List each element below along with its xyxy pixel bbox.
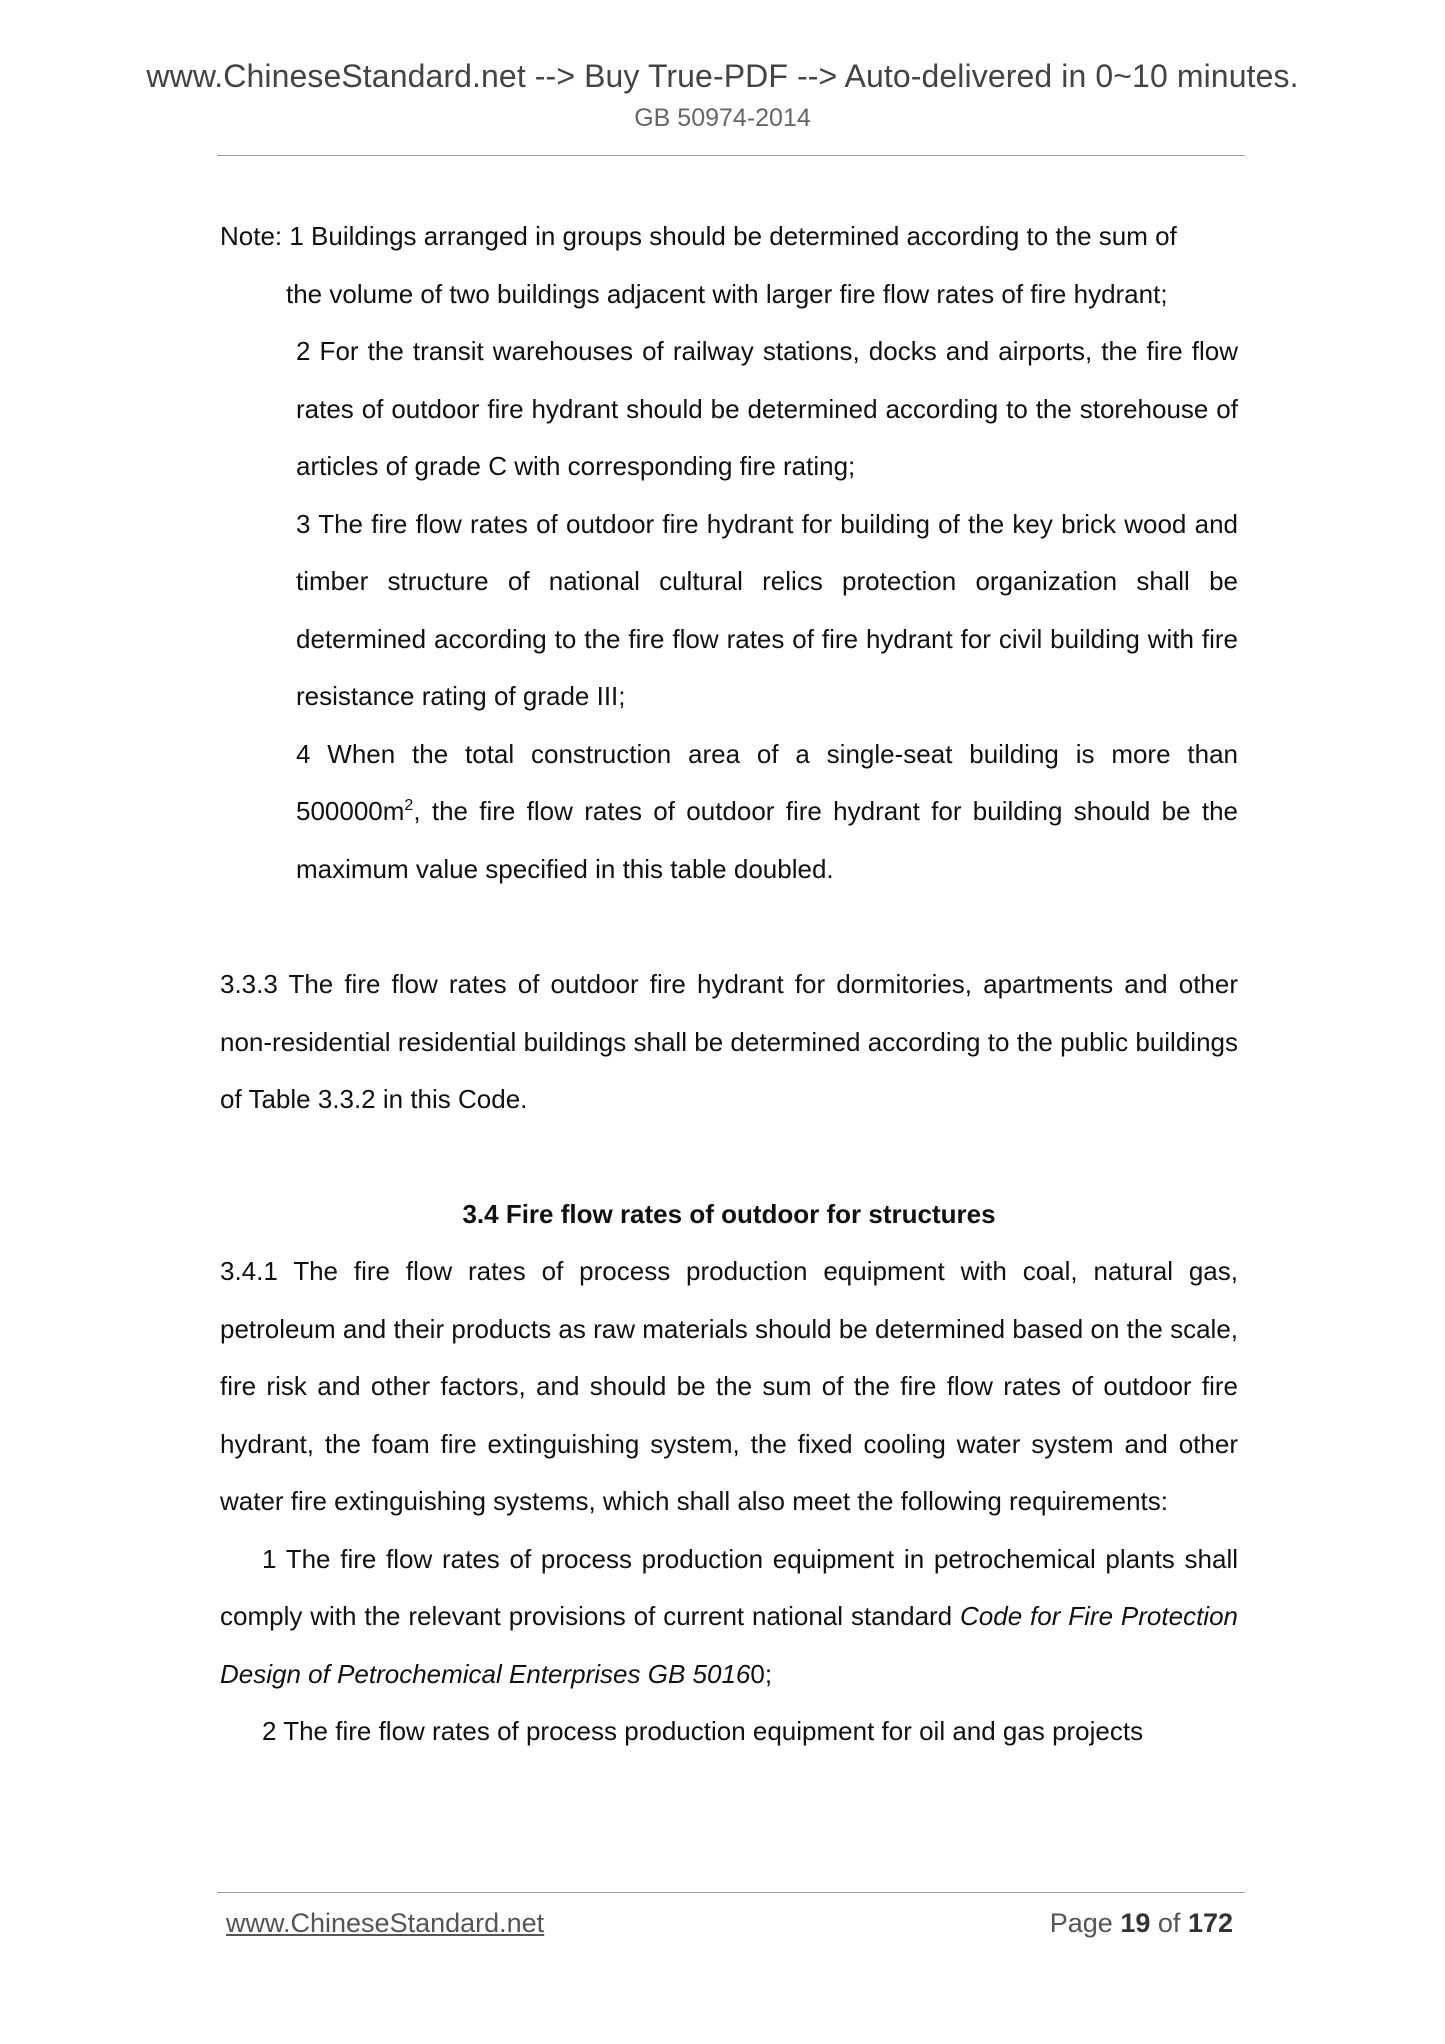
footer-divider (217, 1892, 1245, 1893)
standard-code: GB 50974-2014 (634, 104, 811, 132)
current-page: 19 (1120, 1908, 1151, 1938)
footer-website-link[interactable]: www.ChineseStandard.net (226, 1908, 545, 1938)
note-item-4-text-a: 4 When the total construction area of a single-seat building is more than 500000m (296, 738, 1238, 826)
superscript: 2 (404, 797, 414, 814)
note-item-1-line-1: Note: 1 Buildings arranged in groups should be determined according to the sum of (220, 221, 1177, 251)
page-word: Page (1049, 1908, 1113, 1938)
of-word: of (1157, 1908, 1181, 1938)
header-divider (217, 155, 1245, 156)
total-pages: 172 (1187, 1908, 1233, 1938)
clause-3-4-1: 3.4.1 The fire flow rates of process production equipment with coal, natural gas, petroleum and their products as raw materials should be determined based on the scale, fire risk and other factors, and should be the sum of the fire flow rates of outdoor fire hydrant, the foam fire extinguishing system, the fixed cooling water system and other water fire extinguishing systems, which shall also meet the following requirements: (220, 1256, 1238, 1516)
section-title-3-4: 3.4 Fire flow rates of outdoor for structures (462, 1198, 996, 1229)
note-item-1-line-2: the volume of two buildings adjacent with larger fire flow rates of fire hydrant; (286, 278, 1168, 309)
clause-3-3-3: 3.3.3 The fire flow rates of outdoor fire hydrant for dormitories, apartments and other non-residential residential buildings shall be determined according to the public buildings of Table 3.3.2 in this Code. (220, 969, 1238, 1114)
body-text (220, 208, 1238, 1761)
header-banner[interactable]: www.ChineseStandard.net --> Buy True-PDF --> Auto-delivered in 0~10 minutes. (146, 58, 1299, 94)
note-item-4-text-b: , the fire flow rates of outdoor fire hydrant for building should be the maximum value specified in this table doubled. (296, 796, 1238, 884)
standard-reference: Code for Fire Protection Design of Petrochemical Enterprises GB 5016 (220, 1601, 1238, 1689)
note-item-3: 3 The fire flow rates of outdoor fire hydrant for building of the key brick wood and timber structure of national cultural relics protection organization shall be determined according to the fire flow rates of fire hydrant for civil building with fire resistance rating of grade III; (296, 508, 1238, 711)
item-1-text-a: 1 The fire flow rates of process production equipment in petrochemical plants shall comply with the relevant provisions of current national standard (220, 1543, 1238, 1631)
page-number (1050, 1908, 1233, 1939)
note-item-2: 2 For the transit warehouses of railway stations, docks and airports, the fire flow rates of outdoor fire hydrant should be determined according to the storehouse of articles of grade C with corresponding fire rating; (296, 336, 1238, 481)
note-item-4 (220, 726, 1238, 899)
clause-3-4-1-item-2: 2 The fire flow rates of process production equipment for oil and gas projects (262, 1716, 1144, 1746)
item-1-text-b: 0; (750, 1658, 773, 1689)
clause-3-4-1-item-1 (220, 1531, 1238, 1704)
